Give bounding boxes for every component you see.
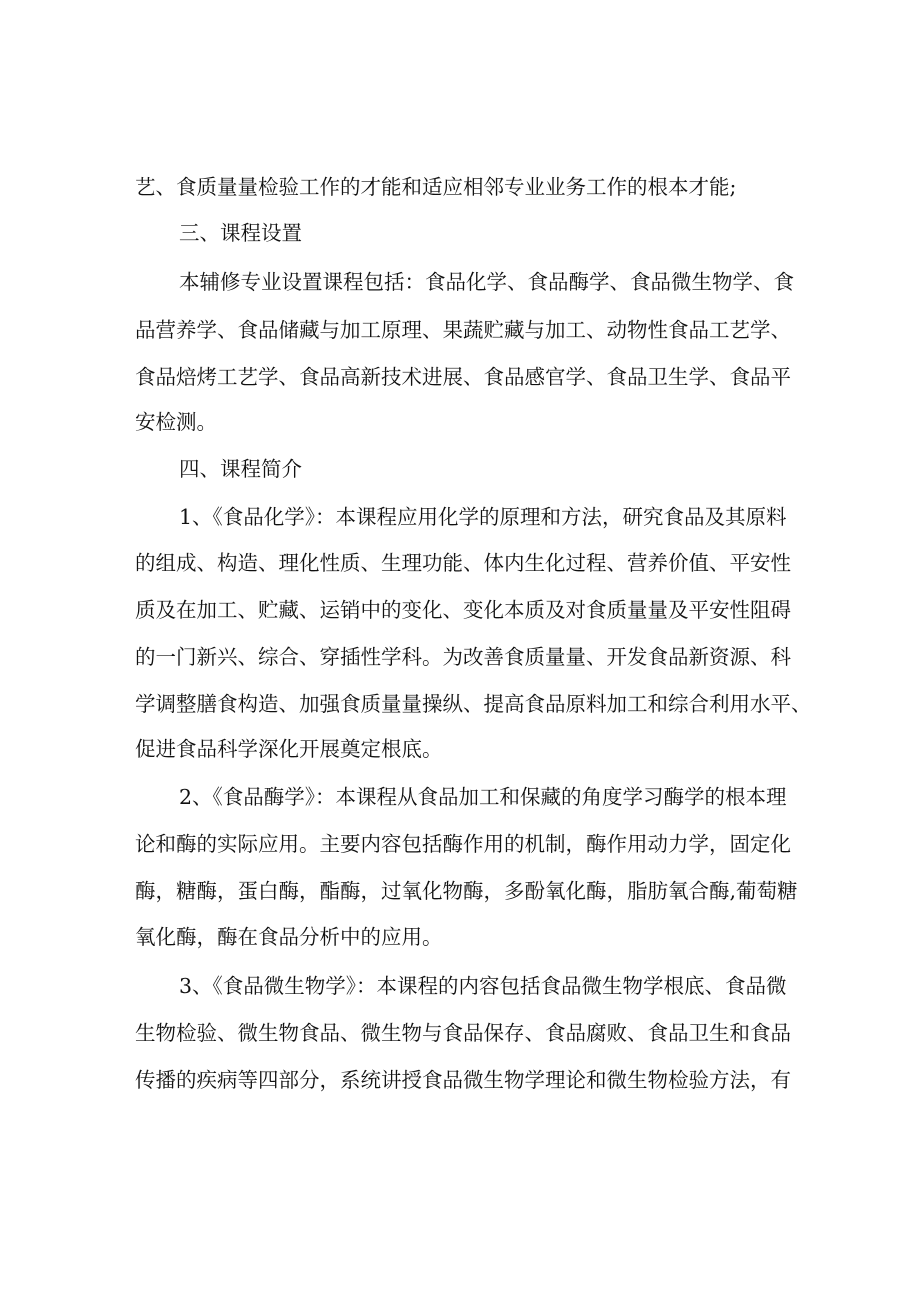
text-line: 氧化酶，酶在食品分析中的应用。 [135,925,443,949]
text-line: 本辅修专业设置课程包括：食品化学、食品酶学、食品微生物学、食 [179,270,794,294]
section-heading-course-setup: 三、课程设置 [179,221,302,245]
text-line: 食品焙烤工艺学、食品高新技术进展、食品感官学、食品卫生学、食品平 [135,365,791,389]
text-line: 的一门新兴、综合、穿插性学科。为改善食质量量、开发食品新资源、科 [135,645,791,669]
text-line: 艺、食质量量检验工作的才能和适应相邻专业业务工作的根本才能; [135,175,737,199]
text-line: 1、《食品化学》：本课程应用化学的原理和方法，研究食品及其原料 [179,505,787,529]
text-line: 生物检验、微生物食品、微生物与食品保存、食品腐败、食品卫生和食品 [135,1021,791,1045]
text-line: 质及在加工、贮藏、运销中的变化、变化本质及对食质量量及平安性阻碍 [135,598,791,622]
text-line: 的组成、构造、理化性质、生理功能、体内生化过程、营养价值、平安性 [135,551,791,575]
text-line: 2、《食品酶学》：本课程从食品加工和保藏的角度学习酶学的根本理 [179,785,787,809]
text-line: 安检测。 [135,410,217,434]
text-line: 传播的疾病等四部分，系统讲授食品微生物学理论和微生物检验方法，有 [135,1068,791,1092]
text-line: 促进食品科学深化开展奠定根底。 [135,737,443,761]
text-line: 学调整膳食构造、加强食质量量操纵、提高食品原料加工和综合利用水平、 [135,692,812,716]
text-line: 论和酶的实际应用。主要内容包括酶作用的机制，酶作用动力学，固定化 [135,832,791,856]
section-heading-course-intro: 四、课程简介 [179,457,302,481]
text-line: 品营养学、食品储藏与加工原理、果蔬贮藏与加工、动物性食品工艺学、 [135,318,791,342]
text-line: 3、《食品微生物学》：本课程的内容包括食品微生物学根底、食品微 [179,974,787,998]
text-line: 酶，糖酶，蛋白酶，酯酶，过氧化物酶，多酚氧化酶，脂肪氧合酶,葡萄糖 [135,879,798,903]
